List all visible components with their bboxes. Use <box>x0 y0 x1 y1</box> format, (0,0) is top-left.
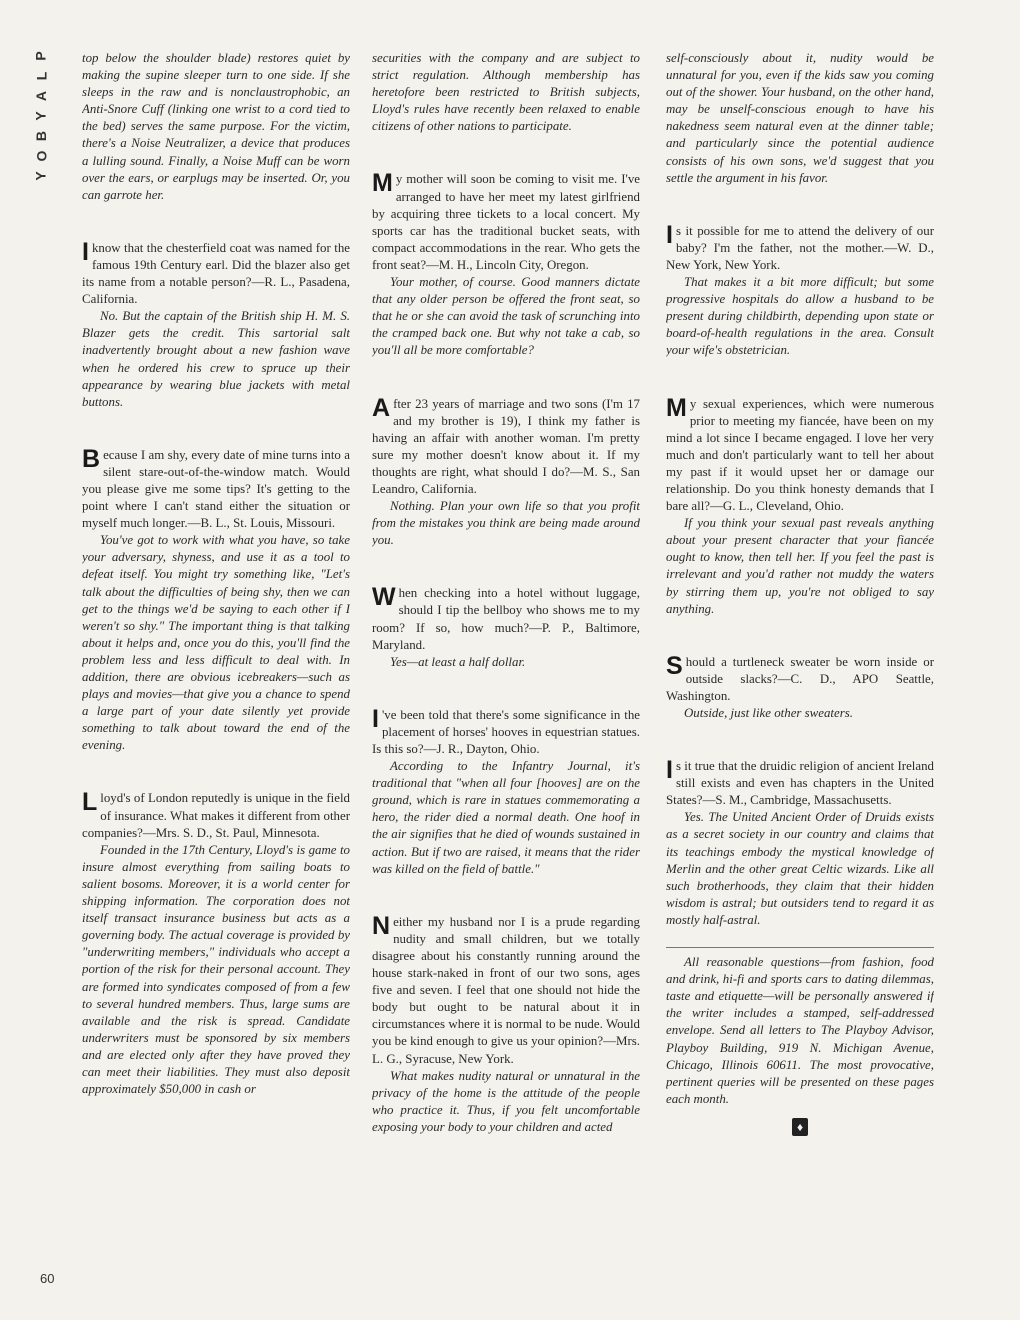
question-text: loyd's of London reputedly is unique in the field of insurance. What makes it different from other companies?—Mrs. S. D., St. Paul, Minnesota. <box>82 791 350 840</box>
answer-continued: top below the shoulder blade) restores quiet by making the supine sleeper turn to one side. If she sleeps in the raw and is nonclaustrophobic, an Anti-Snore Cuff (linking one wrist to a cord tied to the bed) serves the same purpose. For the victim, there's a Noise Neutralizer, a device that produces a lulling sound. Finally, a Noise Muff can be worn over the ears, or earplugs may be inserted. Or, you can garrote her. <box>82 51 350 202</box>
question <box>372 911 640 1068</box>
question <box>82 444 350 532</box>
column-2 <box>372 50 640 1295</box>
question-text: s it true that the druidic religion of ancient Ireland still exists and even has chapters in the United States?—S. M., Cambridge, Massachusetts. <box>666 759 934 808</box>
drop-cap: S <box>666 651 683 680</box>
drop-cap: I <box>666 220 673 249</box>
answer: Outside, just like other sweaters. <box>684 706 853 720</box>
drop-cap: M <box>666 393 687 422</box>
drop-cap: W <box>372 583 396 612</box>
question <box>666 220 934 274</box>
question-text: know that the chesterfield coat was named for the famous 19th Century earl. Did the blazer also get its name from a notable person?—R. L., Pasadena, California. <box>82 240 350 307</box>
answer: Founded in the 17th Century, Lloyd's is game to insure almost everything from sailing boats to salient bosoms. Moreover, it is a world center for shipping information. The corporation does not itself transact insurance business but acts as a governing body. The actual coverage is provided by "underwriting members," individuals who accept a portion of the risk for their personal account. They are formed into syndicates composed of from a few to several hundred members. Thus, large sums are available and the risk is spread. Candidate underwriters must be sponsored by six members and are elected only after they have proved they can meet their liabilities. They must also deposit approximately $50,000 in cash or <box>82 842 350 1097</box>
masthead-letter: Y <box>33 111 49 121</box>
masthead-letter: P <box>33 51 49 61</box>
masthead-letter: B <box>33 130 49 142</box>
answer: Yes—at least a half dollar. <box>390 654 526 669</box>
question <box>666 393 934 516</box>
answer: You've got to work with what you have, so take your adversary, shyness, and use it as a tool to defeat itself. You might try something like, "Let's talk about the difficulties of being shy, then we can get to the things we'd be saying to each other if I weren't so shy." The important thing is that talking about it helps and, once you do this, you'll find the problem less and less difficult to deal with. In addition, there are obvious icebreakers—such as plays and movies—that give you a chance to spend a large part of your date silently yet provide something to talk about toward the end of the evening. <box>82 533 350 753</box>
drop-cap: N <box>372 911 391 940</box>
drop-cap: I <box>82 237 89 266</box>
question <box>372 393 640 499</box>
answer: That makes it a bit more difficult; but some progressive hospitals do allow a husband to be present during childbirth, depending upon state or board-of-health regulations in the area. Consult your wife's obstetrician. <box>666 275 934 358</box>
column-3 <box>666 50 934 1295</box>
drop-cap: I <box>372 704 379 733</box>
question-text: 've been told that there's some significance in the placement of horses' hooves in equestrian statues. Is this so?—J. R., Dayton, Ohio. <box>372 707 640 756</box>
answer: Your mother, of course. Good manners dictate that any older person be offered the front seat, so that he or she can avoid the task of scrunching into the cramped back one. But why not take a cab, so you'll all be more comfortable? <box>372 275 640 358</box>
answer: According to the Infantry Journal, it's traditional that "when all four [hooves] are on the ground, which is rare in statues commemorating a hero, the rider died a normal death. One hoof in the air signifies that he died of wounds sustained in action. But if two are raised, it means that the rider was killed on the field of battle." <box>372 759 640 876</box>
question <box>666 758 934 809</box>
question-text: either my husband nor I is a prude regarding nudity and small children, but we totally disagree about his constantly running around the house stark-naked in front of our two sons, ages five and seven. I feel that one should not hide the body but ought to be natural about it in circumstances where it is normal to be nude. Would you be kind enough to give us your opinion?—Mrs. L. G., Syracuse, New York. <box>372 914 640 1066</box>
masthead-letter: A <box>33 90 49 102</box>
question <box>666 651 934 705</box>
rabbit-logo-icon: ♦ <box>792 1118 808 1136</box>
answer: What makes nudity natural or unnatural in the privacy of the home is the attitude of the people who practice it. Thus, if you felt uncomfortable exposing your body to your children and acted <box>372 1068 640 1134</box>
drop-cap: I <box>666 756 673 785</box>
drop-cap: M <box>372 169 393 198</box>
question-text: fter 23 years of marriage and two sons (I'm 17 and my brother is 19), I think my father is having an affair with another woman. I'm pretty sure my mother doesn't know about it. If my thoughts are right, what should I do?—M. S., San Leandro, California. <box>372 396 640 496</box>
page-number: 60 <box>40 1271 55 1286</box>
drop-cap: L <box>82 788 98 817</box>
question-text: y mother will soon be coming to visit me. I've arranged to have her meet my latest girlfriend by acquiring three tickets to a local concert. My sports car has the traditional bucket seats, with compact accommodations in the rear. Who gets the front seat?—M. H., Lincoln City, Oregon. <box>372 172 640 272</box>
answer: No. But the captain of the British ship H. M. S. Blazer gets the credit. This sartorial salt inadvertently brought about a new fashion wave when he ordered his crew to spruce up their appearance by wearing blue jackets with metal buttons. <box>82 309 350 409</box>
question <box>372 704 640 758</box>
masthead-letter: O <box>32 150 49 162</box>
answer: If you think your sexual past reveals anything about your present character that your fiancée ought to know, then tell her. If you feel the past is irrelevant and you'd rather not muddy the waters by stirring them up, you're not obliged to say anything. <box>666 516 934 616</box>
submission-note: All reasonable questions—from fashion, food and drink, hi-fi and sports cars to dating dilemmas, taste and etiquette—will be personally answered if the writer includes a stamped, self-addressed envelope. Send all letters to The Playboy Advisor, Playboy Building, 919 N. Michigan Avenue, Chicago, Illinois 60611. The most provocative, pertinent queries will be presented on these pages each month. <box>666 947 934 1108</box>
question <box>82 237 350 308</box>
question-text: hen checking into a hotel without luggage, should I tip the bellboy who shows me to my room? If so, how much?—P. P., Baltimore, Maryland. <box>372 586 640 652</box>
question-text: s it possible for me to attend the delivery of our baby? I'm the father, not the mother.—W. D., New York, New York. <box>666 223 934 272</box>
masthead-letter: Y <box>33 171 49 181</box>
column-1 <box>82 50 350 1295</box>
question-text: y sexual experiences, which were numerous prior to meeting my fiancée, have been on my mind a lot since I became engaged. I love her very much and don't particularly want to tell her about my past if it would upset her or damage our relationship. Do you think honesty demands that I bare all?—G. L., Cleveland, Ohio. <box>666 396 934 514</box>
answer: Yes. The United Ancient Order of Druids exists as a secret society in our country and claims that its teachings embody the mystical knowledge of Merlin and the other great Celtic wizards. Like all such brotherhoods, they claim that their hidden wisdom is astral; but outsiders tend to regard it as mostly half-astral. <box>666 810 934 927</box>
answer-continued: self-consciously about it, nudity would be unnatural for you, even if the kids saw you coming out of the shower. Your husband, on the other hand, may be unself-conscious enough to have his nakedness seem natural even at the dinner table; and particularly since the potential audience consists of his own sons, we'd suggest that you settle the argument in his favor. <box>666 51 934 185</box>
question <box>372 585 640 653</box>
question <box>372 171 640 274</box>
masthead-vertical <box>30 46 52 186</box>
answer-continued: securities with the company and are subject to strict regulation. Although membership has heretofore been restricted to British subjects, Lloyd's rules have recently been relaxed to enable citizens of other nations to participate. <box>372 51 640 134</box>
question-text: ecause I am shy, every date of mine turns into a silent stare-out-of-the-window match. Would you please give me some tips? It's getting to the point where I can't stand either the situation or myself much longer.—B. L., St. Louis, Missouri. <box>82 447 350 531</box>
answer: Nothing. Plan your own life so that you profit from the mistakes you think are being made around you. <box>372 499 640 548</box>
masthead-letter: L <box>33 71 49 81</box>
question <box>82 790 350 841</box>
drop-cap: A <box>372 393 391 422</box>
question-text: hould a turtleneck sweater be worn inside or outside slacks?—C. D., APO Seattle, Washington. <box>666 654 934 703</box>
drop-cap: B <box>82 444 101 473</box>
